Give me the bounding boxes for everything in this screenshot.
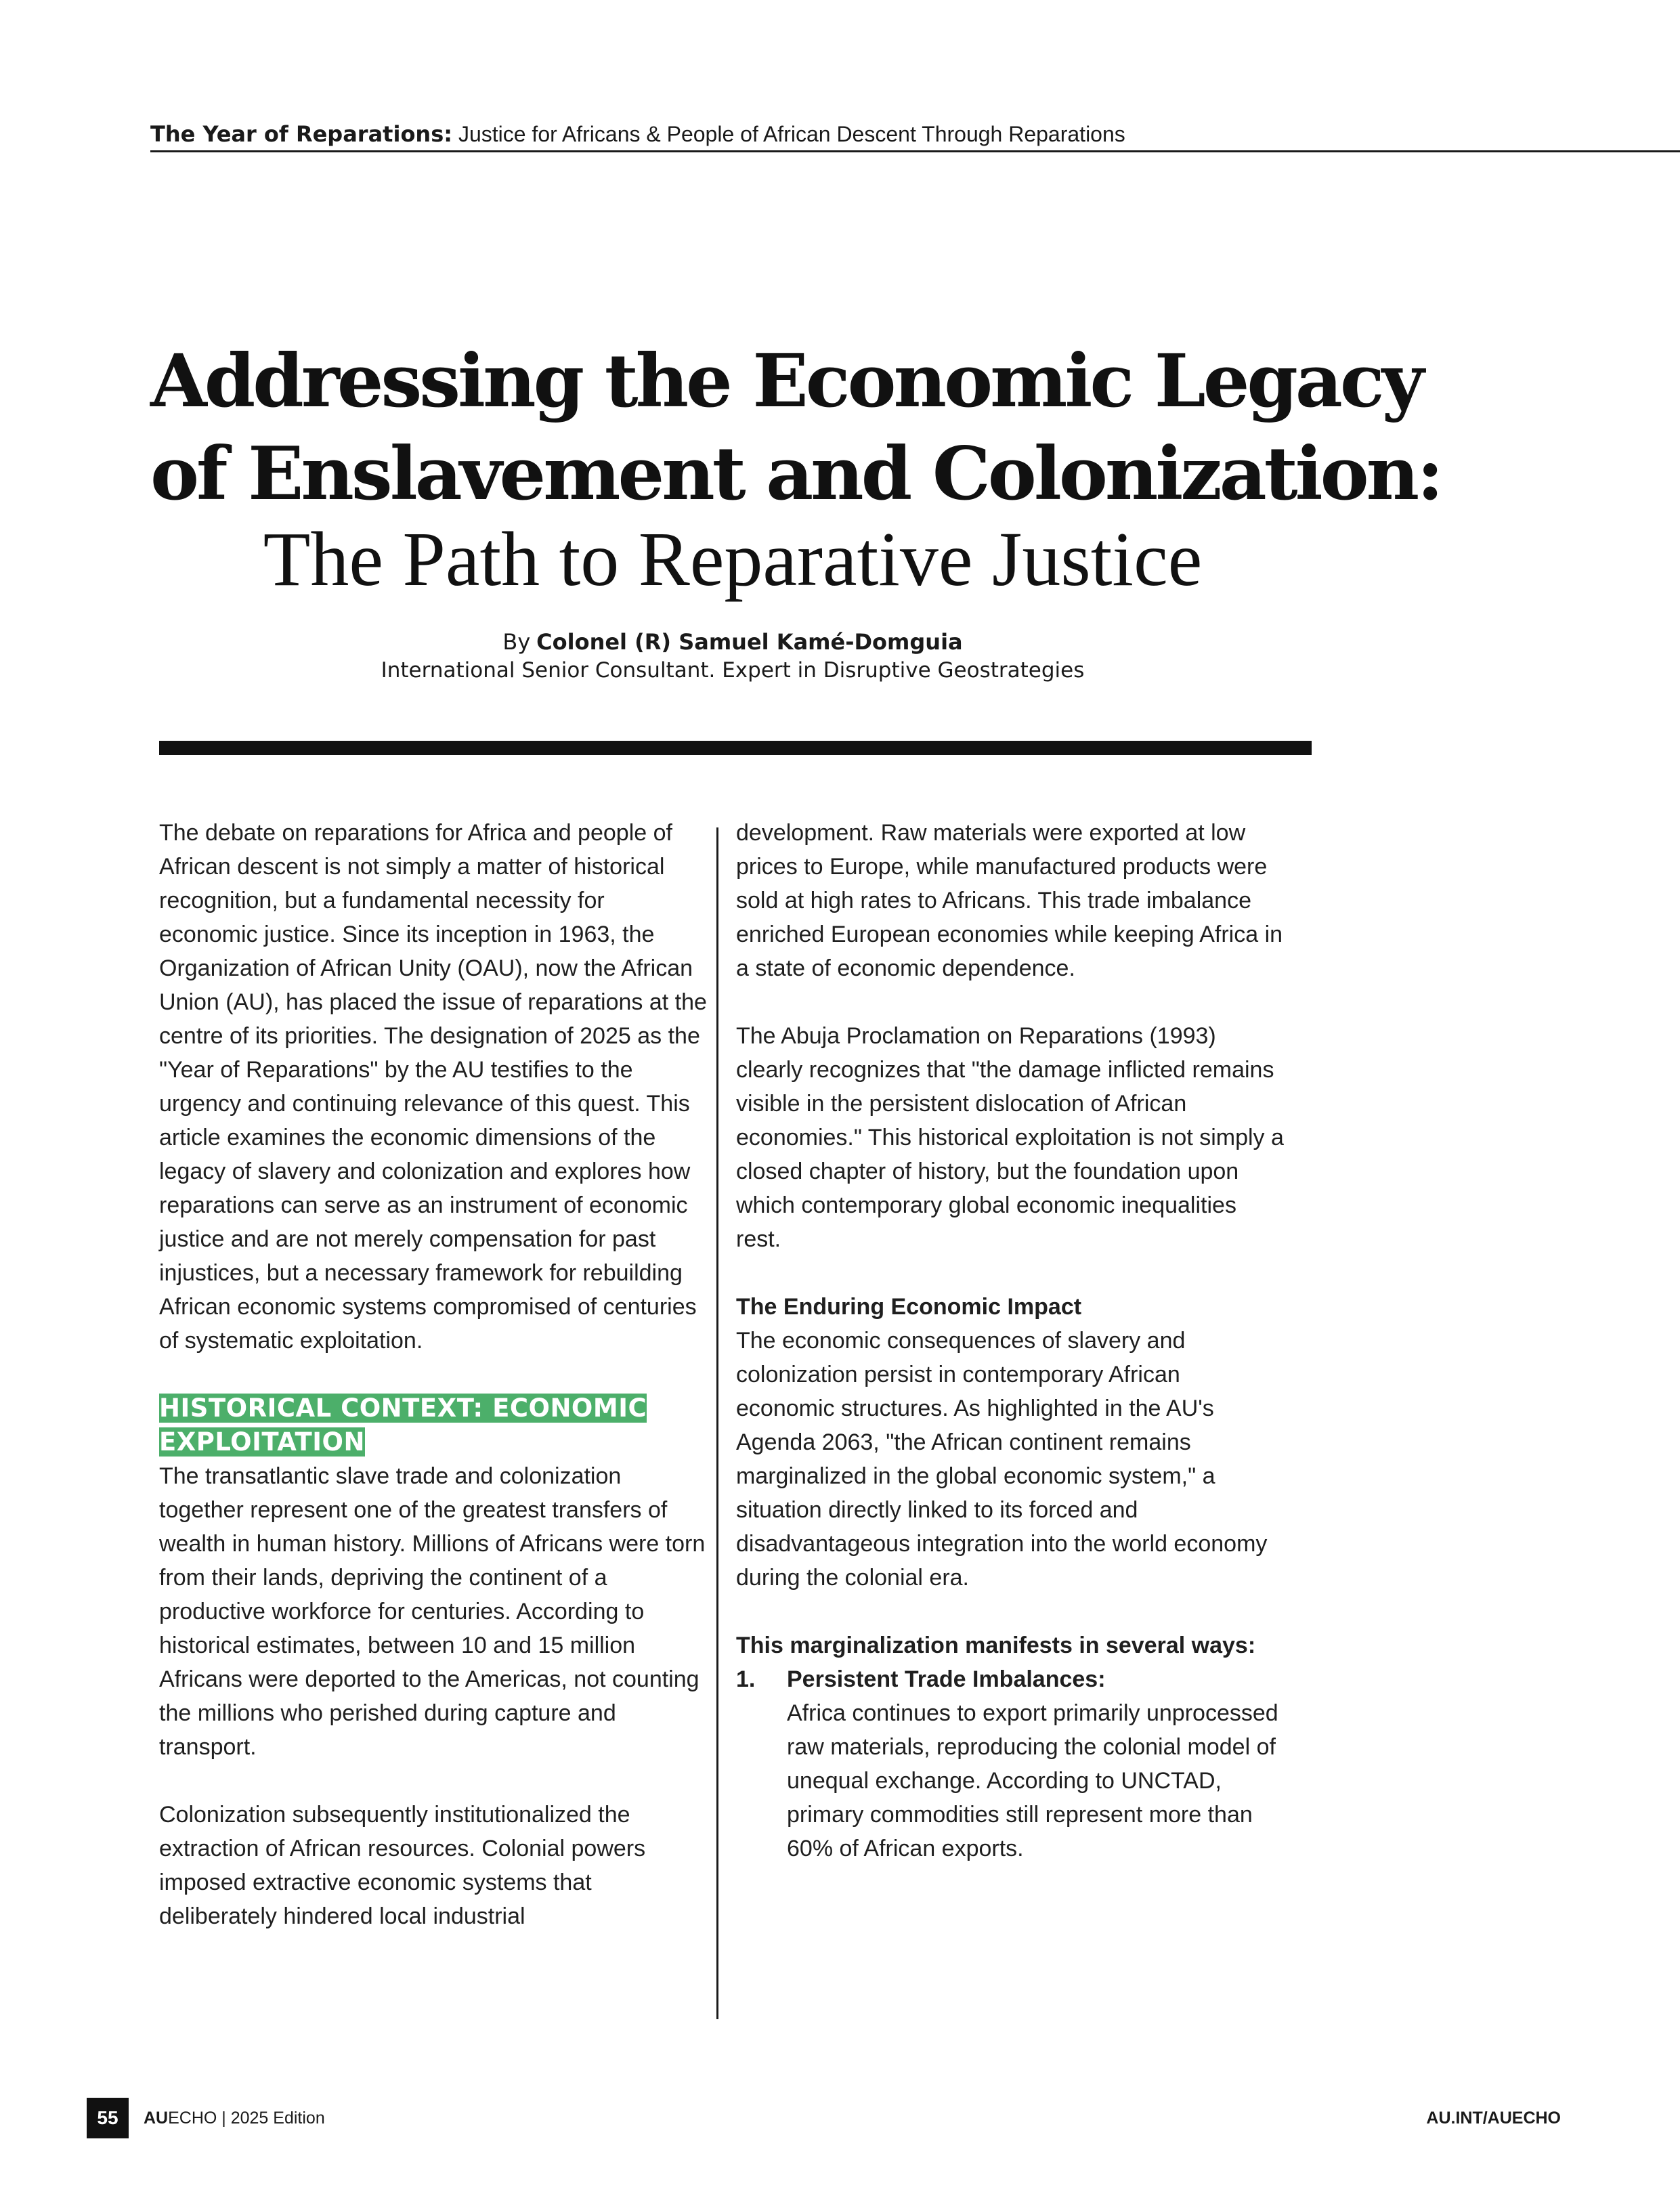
article-title-line-2: of Enslavement and Colonization:	[150, 431, 1442, 517]
footer-publication	[144, 2106, 325, 2130]
paragraph-spacer	[736, 1595, 1285, 1629]
author-affiliation: International Senior Consultant. Expert in Disruptive Geostrategies	[381, 658, 1085, 683]
paragraph-spacer	[736, 985, 1285, 1019]
header-rule	[150, 150, 1680, 152]
subheading-marginalization: This marginalization manifests in several ways:	[736, 1633, 1256, 1658]
column-divider	[716, 827, 718, 2019]
paragraph-spacer	[736, 1256, 1285, 1290]
running-header	[150, 119, 1680, 149]
title-divider-bar	[159, 741, 1312, 755]
list-item	[736, 1662, 1285, 1865]
running-header-subtitle: Justice for Africans & People of African Descent Through Reparations	[458, 122, 1125, 146]
section-heading-historical-context	[159, 1392, 708, 1459]
article-title-line-1: Addressing the Economic Legacy	[150, 339, 1422, 424]
page-number: 55	[87, 2098, 129, 2138]
subheading-enduring-impact: The Enduring Economic Impact	[736, 1294, 1082, 1320]
footer-url[interactable]: AU.INT/AUECHO	[1426, 2109, 1561, 2128]
byline-prefix: By	[502, 629, 531, 655]
byline	[150, 626, 1315, 657]
list-item-text: Africa continues to export primarily unprocessed raw materials, reproducing the colonial model of unequal exchange. According to UNCTAD, primary commodities still represent more than 60% of African exports.	[787, 1700, 1278, 1861]
running-header-title: The Year of Reparations:	[150, 121, 453, 147]
footer-magazine-brand: AU	[144, 2109, 169, 2128]
article-subtitle: The Path to Reparative Justice	[263, 516, 1203, 602]
slave-trade-paragraph: The transatlantic slave trade and colonization together represent one of the greatest transfers of wealth in human history. Millions of Africans were torn from their lands, depriving the continent of a productive workforce for centuries. According to historical estimates, between 10 and 15 million Africans were deported to the Americas, not counting the millions who perished during capture and transport.	[159, 1463, 706, 1760]
section-heading-text: HISTORICAL CONTEXT: ECONOMIC EXPLOITATION	[159, 1394, 647, 1457]
list-item-title: Persistent Trade Imbalances:	[787, 1666, 1106, 1692]
paragraph-spacer	[159, 1764, 708, 1798]
paragraph-spacer	[159, 1358, 708, 1392]
left-column	[159, 816, 708, 1933]
author-name: Colonel (R) Samuel Kamé-Domguia	[536, 629, 963, 655]
right-column	[736, 816, 1285, 1865]
continued-paragraph: development. Raw materials were exported at low prices to Europe, while manufactured products were sold at high rates to Africans. This trade imbalance enriched European economies while keeping Africa in a state of economic dependence.	[736, 820, 1283, 981]
footer-edition: ECHO | 2025 Edition	[168, 2109, 325, 2128]
abuja-paragraph: The Abuja Proclamation on Reparations (1993) clearly recognizes that "the damage inflicted remains visible in the persistent dislocation of African economies." This historical exploitation is not simply a closed chapter of history, but the foundation upon which contemporary global economic inequalities rest.	[736, 1023, 1284, 1252]
list-item-number: 1.	[736, 1666, 756, 1692]
colonization-paragraph: Colonization subsequently institutionalized the extraction of African resources. Colonial powers imposed extractive economic systems that deliberately hindered local industrial	[159, 1802, 646, 1929]
impact-paragraph: The economic consequences of slavery and colonization persist in contemporary African economic structures. As highlighted in the AU's Agenda 2063, "the African continent remains marginalized in the global economic system," a situation directly linked to its forced and disadvantageous integration into the world economy during the colonial era.	[736, 1328, 1268, 1591]
intro-paragraph: The debate on reparations for Africa and people of African descent is not simply a matter of historical recognition, but a fundamental necessity for economic justice. Since its inception in 1963, the Organization of African Unity (OAU), now the African Union (AU), has placed the issue of reparations at the centre of its priorities. The designation of 2025 as the "Year of Reparations" by the AU testifies to the urgency and continuing relevance of this quest. This article examines the economic dimensions of the legacy of slavery and colonization and explores how reparations can serve as an instrument of economic justice and are not merely compensation for past injustices, but a necessary framework for rebuilding African economic systems compromised of centuries of systematic exploitation.	[159, 820, 707, 1354]
